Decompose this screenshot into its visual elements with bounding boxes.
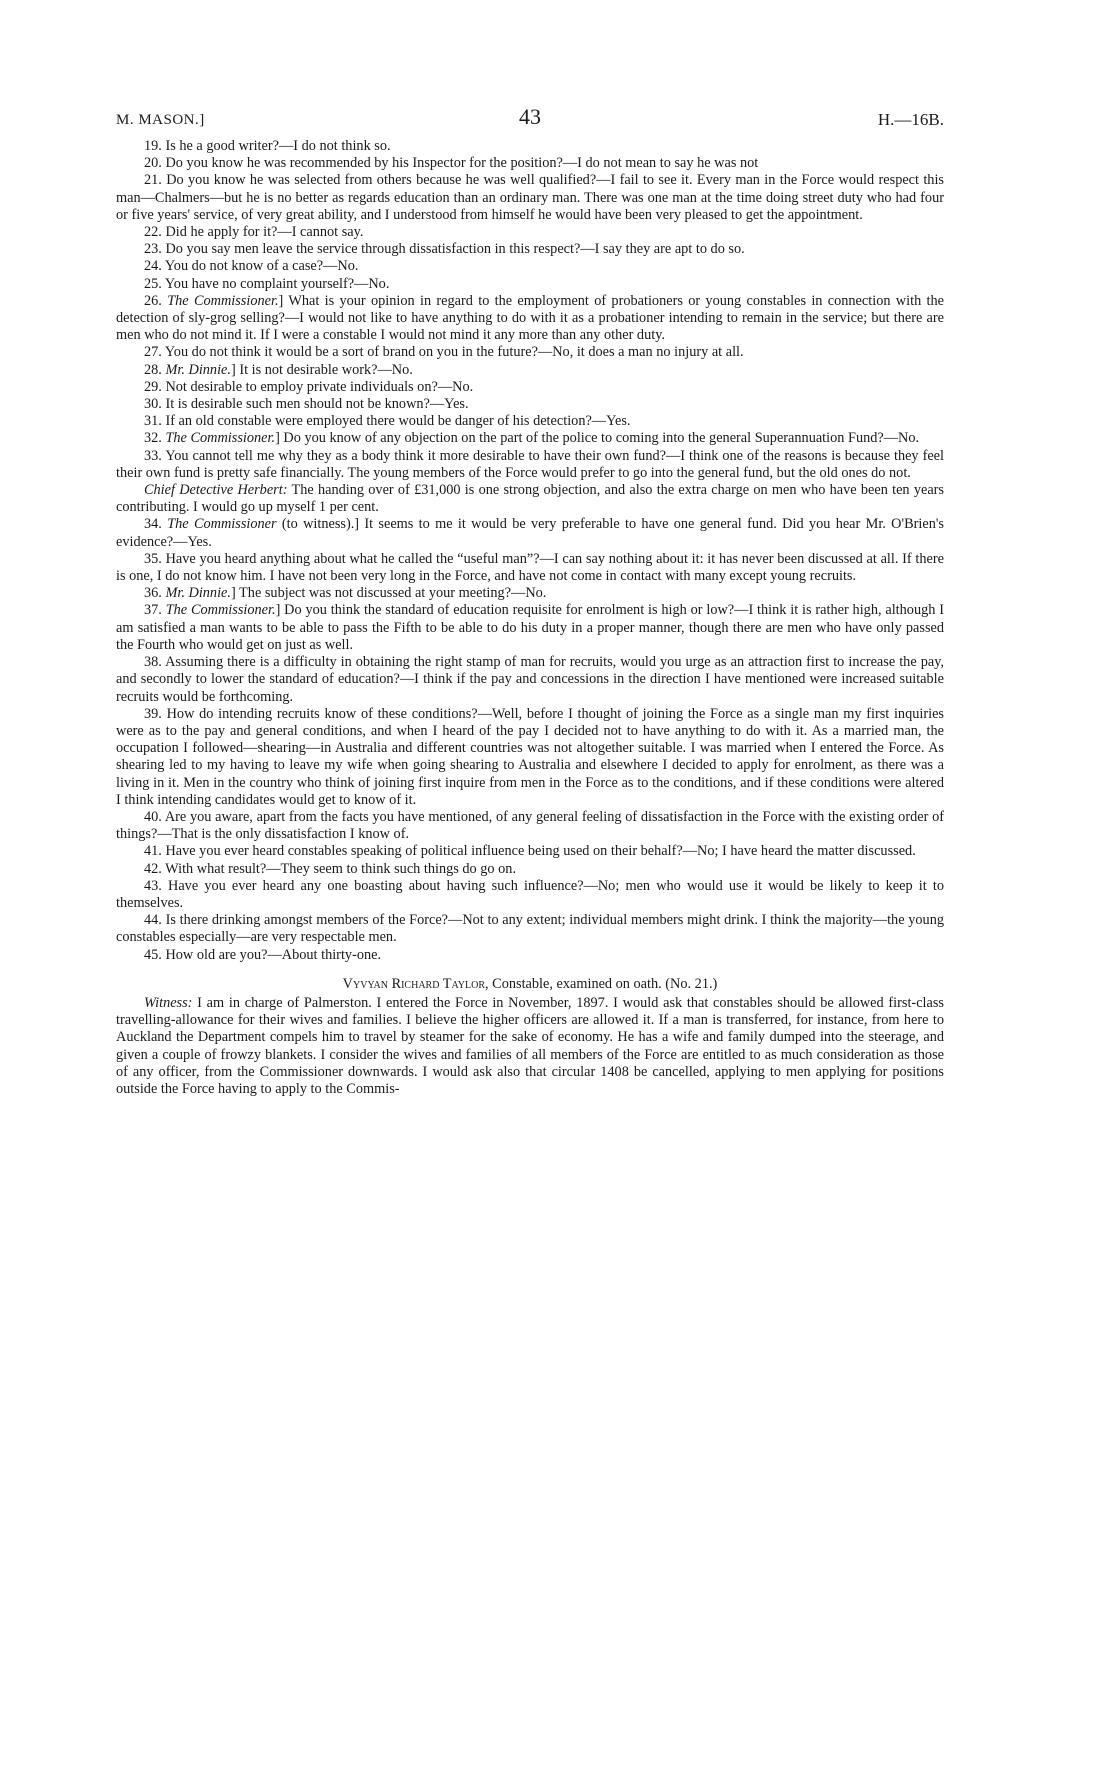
paragraph-text: 39. How do intending recruits know of these conditions?—Well, before I thought of joining the Force as a single man my first inquiries were as to the pay and general conditions, and when I heard of the pay I decided not to have anything to do with it. As a married man, the occupation I followed—shearing—in Australia and different countries was not altogether suitable. I was married when I entered the Force. As shearing led to my having to leave my wife when going shearing to Australia and elsewhere I decided to apply for enrolment, as there was a living in it. Men in the country who think of joining first inquire from men in the Force as to the conditions, and if these conditions were altered I think intending candidates would get to know of it.: [116, 705, 944, 808]
witness-name: Vyvyan Richard Taylor: [342, 975, 486, 992]
question-paragraph: [116, 843, 944, 860]
paragraph-text: ] The subject was not discussed at your meeting?—No.: [230, 585, 547, 602]
question-paragraph: [116, 362, 944, 379]
paragraph-text: 38. Assuming there is a difficulty in obtaining the right stamp of man for recruits, would you urge as an attraction first to increase the pay, and secondly to lower the standard of education?—I think if the pay and concessions in the direction I have mentioned were increased suitable recruits would be forthcoming.: [116, 654, 944, 705]
question-paragraph: [116, 276, 944, 293]
speaker-italic: The Commissioner.: [167, 292, 279, 309]
question-paragraph: [116, 809, 944, 843]
paragraph-text: 19. Is he a good writer?—I do not think so.: [144, 138, 391, 154]
paragraph-prefix: 26.: [144, 292, 168, 309]
paragraph-text: 27. You do not think it would be a sort of brand on you in the future?—No, it does a man no injury at all.: [144, 344, 744, 361]
paragraph-text: (to witness).] It seems to me it would be very preferable to have one general fund. Did you hear Mr. O'Brien's evidence?—Yes.: [116, 516, 944, 550]
speaker-italic: Mr. Dinnie.: [165, 585, 231, 602]
testimony-section-mason: [116, 138, 944, 964]
paragraph-text: 24. You do not know of a case?—No.: [144, 258, 359, 275]
paragraph-text: ] Do you think the standard of education requisite for enrolment is high or low?—I think it is rather high, although I am satisfied a man wants to be able to pass the Fifth to be able to do his duty in a proper manner, though there are men who have only passed the Fourth who would get on just as well.: [116, 602, 944, 653]
paragraph-prefix: 28.: [144, 361, 166, 378]
header-witness-name: M. MASON.]: [116, 112, 205, 128]
question-paragraph: [116, 551, 944, 585]
paragraph-text: 23. Do you say men leave the service through dissatisfaction in this respect?—I say they are apt to do so.: [144, 241, 745, 258]
question-paragraph: [116, 585, 944, 602]
question-paragraph: [116, 293, 944, 345]
page-number: 43: [519, 104, 541, 129]
question-paragraph: [116, 602, 944, 654]
paragraph-text: 21. Do you know he was selected from others because he was well qualified?—I fail to see it. Every man in the Force would respect this man—Chalmers—but he is no better as regards education than an ordinary man. There was one man at the time doing street duty who had four or five years' service, of very great ability, and I understood from himself he would have been very pleased to get the appointment.: [116, 172, 944, 223]
paragraph-prefix: 32.: [144, 430, 166, 447]
question-paragraph: [116, 878, 944, 912]
paragraph-text: The handing over of £31,000 is one strong objection, and also the extra charge on men who have been ten years contributing. I would go up myself 1 per cent.: [116, 482, 945, 516]
speaker-italic: Witness:: [144, 994, 193, 1011]
paragraph-text: 41. Have you ever heard constables speaking of political influence being used on their behalf?—No; I have heard the matter discussed.: [144, 843, 916, 860]
paragraph-text: ] Do you know of any objection on the part of the police to coming into the general Superannuation Fund?—No.: [275, 430, 920, 447]
paragraph-text: 33. You cannot tell me why they as a body think it more desirable to have their own fund?—I think one of the reasons is because they feel their own fund is pretty safe financially. The young members of the Force would prefer to go into the general fund, but the old ones do not.: [116, 447, 944, 481]
paragraph-text: 40. Are you aware, apart from the facts you have mentioned, of any general feeling of dissatisfaction in the Force with the existing order of things?—That is the only dissatisfaction I know of.: [116, 808, 944, 843]
document-page: [116, 104, 944, 1098]
question-paragraph: [116, 482, 944, 516]
paragraph-text: 44. Is there drinking amongst members of the Force?—Not to any extent; individual members might drink. I think the majority—the young constables especially—are very respectable men.: [116, 912, 944, 946]
question-paragraph: [116, 413, 944, 430]
testimony-section-taylor: [116, 995, 944, 1098]
question-paragraph: [116, 706, 944, 809]
question-paragraph: [116, 224, 944, 241]
document-code: H.—16B.: [877, 110, 944, 129]
paragraph-text: ] What is your opinion in regard to the employment of probationers or young constables in connection with the detection of sly-grog selling?—I would not like to have anything to do with it as a probationer intending to remain in the service; but there are men who do not mind it. If I were a constable I would not mind it any more than any other duty.: [116, 292, 944, 344]
paragraph-prefix: 36.: [144, 585, 166, 602]
paragraph-text: 31. If an old constable were employed there would be danger of his detection?—Yes.: [144, 413, 631, 430]
witness-heading-detail: , Constable, examined on oath. (No. 21.): [485, 975, 718, 992]
paragraph-text: 43. Have you ever heard any one boasting about having such influence?—No; men who would use it would be likely to keep it to themselves.: [116, 877, 944, 911]
paragraph-text: ] It is not desirable work?—No.: [230, 361, 413, 378]
speaker-italic: The Commissioner.: [165, 602, 276, 619]
paragraph-text: 30. It is desirable such men should not be known?—Yes.: [144, 396, 469, 413]
document-body: [116, 138, 944, 1098]
witness-heading: [116, 976, 944, 993]
paragraph-text: 42. With what result?—They seem to think such things do go on.: [144, 860, 517, 877]
question-paragraph: [116, 947, 944, 964]
paragraph-text: I am in charge of Palmerston. I entered the Force in November, 1897. I would ask that constables should be allowed first-class travelling-allowance for their wives and families. I believe the higher officers are allowed it. If a man is transferred, for instance, from here to Auckland the Department compels him to travel by steamer for the sake of economy. He has a wife and family dumped into the steerage, and given a couple of frowzy blankets. I consider the wives and families of all members of the Force are entitled to as much consideration as those of any officer, from the Commissioner downwards. I would ask also that circular 1408 be cancelled, applying to men applying for positions outside the Force having to apply to the Commis-: [116, 994, 944, 1097]
question-paragraph: [116, 138, 944, 155]
question-paragraph: [116, 379, 944, 396]
paragraph-text: 20. Do you know he was recommended by his Inspector for the position?—I do not mean to say he was not: [144, 155, 759, 172]
speaker-italic: Chief Detective Herbert:: [144, 482, 288, 499]
paragraph-text: 35. Have you heard anything about what he called the “useful man”?—I can say nothing about it: it has never been discussed at all. If there is one, I do not know him. I have not been very long in the Force, and have not come in contact with many except young recruits.: [116, 550, 944, 585]
question-paragraph: [116, 396, 944, 413]
paragraph-prefix: 37.: [144, 602, 166, 619]
paragraph-text: 29. Not desirable to employ private individuals on?—No.: [144, 378, 474, 395]
question-paragraph: [116, 516, 944, 550]
question-paragraph: [116, 344, 944, 361]
paragraph-text: 25. You have no complaint yourself?—No.: [144, 275, 390, 292]
speaker-italic: The Commissioner.: [165, 430, 276, 447]
question-paragraph: [116, 448, 944, 482]
question-paragraph: [116, 654, 944, 706]
question-paragraph: [116, 258, 944, 275]
paragraph-text: 45. How old are you?—About thirty-one.: [144, 946, 382, 963]
question-paragraph: [116, 172, 944, 224]
page-header: [116, 104, 944, 138]
speaker-italic: Mr. Dinnie.: [165, 361, 231, 378]
paragraph-text: 22. Did he apply for it?—I cannot say.: [144, 224, 364, 241]
speaker-italic: The Commissioner: [167, 516, 277, 533]
question-paragraph: [116, 912, 944, 946]
question-paragraph: [116, 861, 944, 878]
question-paragraph: [116, 995, 944, 1098]
paragraph-prefix: 34.: [144, 516, 168, 533]
question-paragraph: [116, 430, 944, 447]
question-paragraph: [116, 241, 944, 258]
question-paragraph: [116, 155, 944, 172]
